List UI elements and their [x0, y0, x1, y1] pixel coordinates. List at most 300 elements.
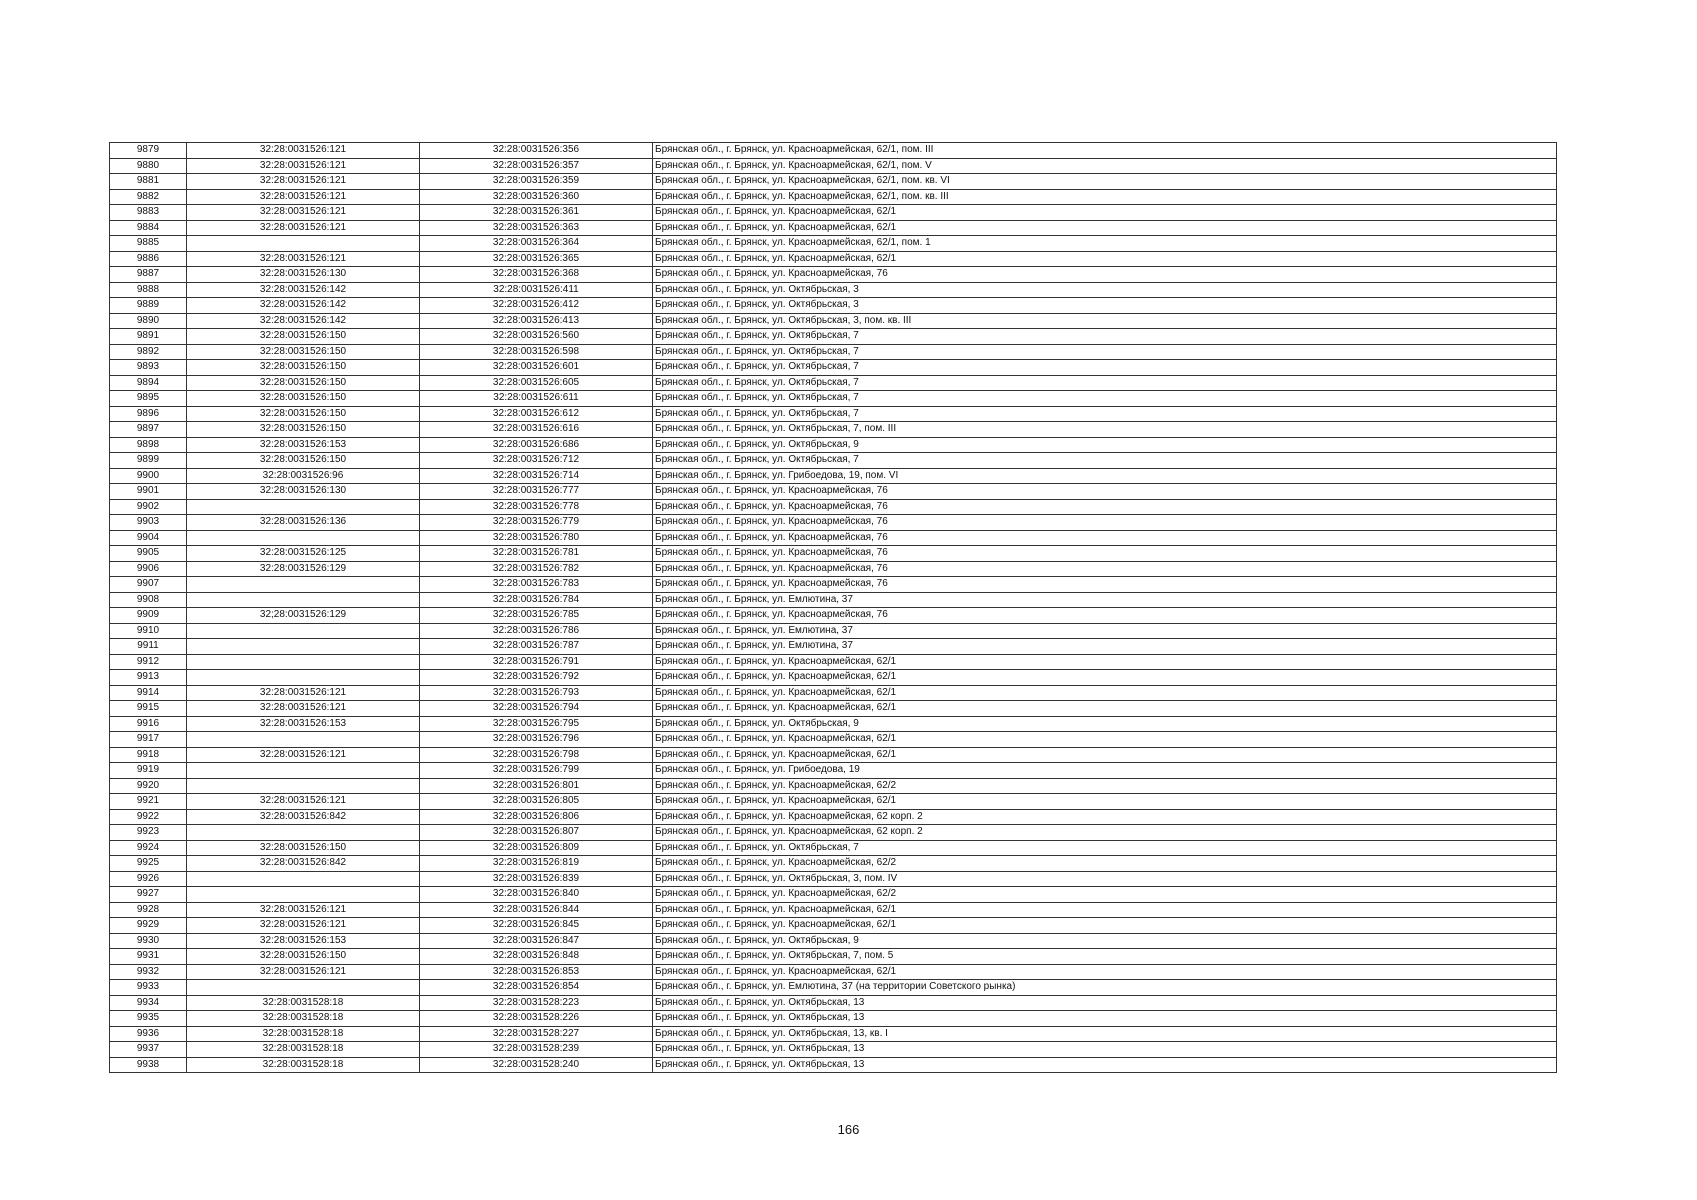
parent-cadastral-cell: 32;28:0031526:129	[187, 608, 420, 624]
cadastral-number-cell: 32:28:0031526:356	[420, 143, 653, 159]
row-number-cell: 9922	[110, 809, 187, 825]
address-cell: Брянская обл., г. Брянск, ул. Октябрьская, 3	[653, 282, 1557, 298]
cadastral-number-cell: 32:28:0031526:779	[420, 515, 653, 531]
address-cell: Брянская обл., г. Брянск, ул. Красноармейская, 62/1	[653, 670, 1557, 686]
table-row	[110, 654, 1557, 670]
parent-cadastral-cell	[187, 763, 420, 779]
table-row	[110, 1042, 1557, 1058]
address-cell: Брянская обл., г. Брянск, ул. Красноармейская, 76	[653, 267, 1557, 283]
address-cell: Брянская обл., г. Брянск, ул. Октябрьская, 7, пом. III	[653, 422, 1557, 438]
row-number-cell: 9888	[110, 282, 187, 298]
parent-cadastral-cell: 32:28:0031526:121	[187, 205, 420, 221]
cadastral-number-cell: 32:28:0031526:844	[420, 902, 653, 918]
table-row	[110, 220, 1557, 236]
parent-cadastral-cell	[187, 670, 420, 686]
parent-cadastral-cell	[187, 825, 420, 841]
table-row	[110, 391, 1557, 407]
cadastral-number-cell: 32:28:0031526:784	[420, 592, 653, 608]
parent-cadastral-cell	[187, 654, 420, 670]
address-cell: Брянская обл., г. Брянск, ул. Красноармейская, 62/1, пом. V	[653, 158, 1557, 174]
row-number-cell: 9937	[110, 1042, 187, 1058]
row-number-cell: 9881	[110, 174, 187, 190]
row-number-cell: 9911	[110, 639, 187, 655]
row-number-cell: 9908	[110, 592, 187, 608]
table-row	[110, 1057, 1557, 1073]
address-cell: Брянская обл., г. Брянск, ул. Красноармейская, 62/1	[653, 220, 1557, 236]
address-cell: Брянская обл., г. Брянск, ул. Грибоедова, 19	[653, 763, 1557, 779]
row-number-cell: 9897	[110, 422, 187, 438]
table-row	[110, 670, 1557, 686]
address-cell: Брянская обл., г. Брянск, ул. Емлютина, 37 (на территории Советского рынка)	[653, 980, 1557, 996]
row-number-cell: 9934	[110, 995, 187, 1011]
cadastral-number-cell: 32:28:0031526:365	[420, 251, 653, 267]
parent-cadastral-cell	[187, 887, 420, 903]
parent-cadastral-cell: 32:28:0031526:150	[187, 344, 420, 360]
row-number-cell: 9895	[110, 391, 187, 407]
table-row	[110, 778, 1557, 794]
address-cell: Брянская обл., г. Брянск, ул. Октябрьская, 13	[653, 1011, 1557, 1027]
row-number-cell: 9929	[110, 918, 187, 934]
row-number-cell: 9928	[110, 902, 187, 918]
table-row	[110, 639, 1557, 655]
cadastral-number-cell: 32:28:0031528:239	[420, 1042, 653, 1058]
row-number-cell: 9916	[110, 716, 187, 732]
row-number-cell: 9938	[110, 1057, 187, 1073]
cadastral-number-cell: 32:28:0031526:854	[420, 980, 653, 996]
parent-cadastral-cell: 32:28:0031526:142	[187, 313, 420, 329]
cadastral-number-cell: 32:28:0031526:839	[420, 871, 653, 887]
row-number-cell: 9882	[110, 189, 187, 205]
cadastral-number-cell: 32:28:0031526:805	[420, 794, 653, 810]
row-number-cell: 9896	[110, 406, 187, 422]
register-table-body	[110, 143, 1557, 1073]
table-row	[110, 298, 1557, 314]
row-number-cell: 9915	[110, 701, 187, 717]
row-number-cell: 9919	[110, 763, 187, 779]
parent-cadastral-cell: 32:28:0031526:150	[187, 840, 420, 856]
row-number-cell: 9906	[110, 561, 187, 577]
cadastral-number-cell: 32:28:0031528:240	[420, 1057, 653, 1073]
cadastral-number-cell: 32:28:0031526:787	[420, 639, 653, 655]
row-number-cell: 9893	[110, 360, 187, 376]
row-number-cell: 9907	[110, 577, 187, 593]
address-cell: Брянская обл., г. Брянск, ул. Красноармейская, 62/2	[653, 778, 1557, 794]
parent-cadastral-cell	[187, 530, 420, 546]
address-cell: Брянская обл., г. Брянск, ул. Октябрьская, 7	[653, 375, 1557, 391]
cadastral-number-cell: 32:28:0031528:223	[420, 995, 653, 1011]
cadastral-number-cell: 32:28:0031526:611	[420, 391, 653, 407]
parent-cadastral-cell: 32:28:0031526:150	[187, 949, 420, 965]
row-number-cell: 9923	[110, 825, 187, 841]
cadastral-number-cell: 32:28:0031526:598	[420, 344, 653, 360]
parent-cadastral-cell: 32:28:0031526:150	[187, 453, 420, 469]
row-number-cell: 9917	[110, 732, 187, 748]
cadastral-number-cell: 32:28:0031526:791	[420, 654, 653, 670]
cadastral-number-cell: 32:28:0031526:361	[420, 205, 653, 221]
parent-cadastral-cell: 32:28:0031526:150	[187, 422, 420, 438]
cadastral-number-cell: 32:28:0031526:806	[420, 809, 653, 825]
address-cell: Брянская обл., г. Брянск, ул. Красноармейская, 62/1	[653, 747, 1557, 763]
row-number-cell: 9898	[110, 437, 187, 453]
row-number-cell: 9904	[110, 530, 187, 546]
address-cell: Брянская обл., г. Брянск, ул. Красноармейская, 76	[653, 608, 1557, 624]
row-number-cell: 9891	[110, 329, 187, 345]
address-cell: Брянская обл., г. Брянск, ул. Октябрьская, 3, пом. IV	[653, 871, 1557, 887]
parent-cadastral-cell: 32:28:0031526:121	[187, 685, 420, 701]
table-row	[110, 344, 1557, 360]
cadastral-number-cell: 32:28:0031526:786	[420, 623, 653, 639]
address-cell: Брянская обл., г. Брянск, ул. Октябрьская, 7	[653, 453, 1557, 469]
table-row	[110, 422, 1557, 438]
row-number-cell: 9913	[110, 670, 187, 686]
table-row	[110, 949, 1557, 965]
address-cell: Брянская обл., г. Брянск, ул. Красноармейская, 62/1	[653, 685, 1557, 701]
parent-cadastral-cell: 32:28:0031526:121	[187, 794, 420, 810]
cadastral-number-cell: 32:28:0031526:714	[420, 468, 653, 484]
table-row	[110, 546, 1557, 562]
parent-cadastral-cell: 32:28:0031526:121	[187, 220, 420, 236]
cadastral-number-cell: 32:28:0031526:601	[420, 360, 653, 376]
table-row	[110, 747, 1557, 763]
cadastral-number-cell: 32:28:0031526:413	[420, 313, 653, 329]
parent-cadastral-cell: 32:28:0031526:121	[187, 251, 420, 267]
parent-cadastral-cell: 32:28:0031526:142	[187, 282, 420, 298]
address-cell: Брянская обл., г. Брянск, ул. Октябрьская, 13, кв. I	[653, 1026, 1557, 1042]
table-row	[110, 840, 1557, 856]
address-cell: Брянская обл., г. Брянск, ул. Красноармейская, 62/1	[653, 205, 1557, 221]
table-row	[110, 499, 1557, 515]
table-row	[110, 236, 1557, 252]
cadastral-number-cell: 32:28:0031526:792	[420, 670, 653, 686]
row-number-cell: 9925	[110, 856, 187, 872]
row-number-cell: 9905	[110, 546, 187, 562]
address-cell: Брянская обл., г. Брянск, ул. Октябрьская, 9	[653, 437, 1557, 453]
cadastral-number-cell: 32:28:0031526:363	[420, 220, 653, 236]
parent-cadastral-cell: 32:28:0031526:121	[187, 143, 420, 159]
cadastral-number-cell: 32:28:0031528:227	[420, 1026, 653, 1042]
address-cell: Брянская обл., г. Брянск, ул. Октябрьская, 7	[653, 840, 1557, 856]
cadastral-number-cell: 32:28:0031526:798	[420, 747, 653, 763]
parent-cadastral-cell	[187, 871, 420, 887]
parent-cadastral-cell: 32:28:0031526:150	[187, 391, 420, 407]
row-number-cell: 9914	[110, 685, 187, 701]
cadastral-number-cell: 32:28:0031526:799	[420, 763, 653, 779]
row-number-cell: 9879	[110, 143, 187, 159]
address-cell: Брянская обл., г. Брянск, ул. Октябрьская, 7	[653, 344, 1557, 360]
parent-cadastral-cell: 32:28:0031526:121	[187, 189, 420, 205]
row-number-cell: 9910	[110, 623, 187, 639]
address-cell: Брянская обл., г. Брянск, ул. Октябрьская, 7	[653, 329, 1557, 345]
row-number-cell: 9931	[110, 949, 187, 965]
cadastral-number-cell: 32:28:0031526:616	[420, 422, 653, 438]
address-cell: Брянская обл., г. Брянск, ул. Красноармейская, 62/1	[653, 918, 1557, 934]
parent-cadastral-cell: 32:28:0031526:153	[187, 437, 420, 453]
parent-cadastral-cell: 32:28:0031526:150	[187, 360, 420, 376]
table-row	[110, 623, 1557, 639]
address-cell: Брянская обл., г. Брянск, ул. Октябрьская, 13	[653, 995, 1557, 1011]
table-row	[110, 701, 1557, 717]
address-cell: Брянская обл., г. Брянск, ул. Красноармейская, 76	[653, 515, 1557, 531]
cadastral-number-cell: 32:28:0031526:359	[420, 174, 653, 190]
address-cell: Брянская обл., г. Брянск, ул. Емлютина, 37	[653, 623, 1557, 639]
address-cell: Брянская обл., г. Брянск, ул. Красноармейская, 62/1	[653, 964, 1557, 980]
cadastral-number-cell: 32:28:0031526:780	[420, 530, 653, 546]
row-number-cell: 9902	[110, 499, 187, 515]
cadastral-number-cell: 32:28:0031526:364	[420, 236, 653, 252]
row-number-cell: 9912	[110, 654, 187, 670]
table-row	[110, 437, 1557, 453]
parent-cadastral-cell	[187, 778, 420, 794]
row-number-cell: 9880	[110, 158, 187, 174]
address-cell: Брянская обл., г. Брянск, ул. Октябрьская, 7	[653, 406, 1557, 422]
address-cell: Брянская обл., г. Брянск, ул. Октябрьская, 7, пом. 5	[653, 949, 1557, 965]
cadastral-number-cell: 32:28:0031526:840	[420, 887, 653, 903]
table-row	[110, 964, 1557, 980]
table-row	[110, 577, 1557, 593]
parent-cadastral-cell	[187, 592, 420, 608]
address-cell: Брянская обл., г. Брянск, ул. Красноармейская, 62/1	[653, 732, 1557, 748]
table-row	[110, 871, 1557, 887]
parent-cadastral-cell: 32:28:0031526:150	[187, 406, 420, 422]
parent-cadastral-cell: 32:28:0031526:130	[187, 484, 420, 500]
address-cell: Брянская обл., г. Брянск, ул. Красноармейская, 62/2	[653, 887, 1557, 903]
cadastral-number-cell: 32:28:0031526:793	[420, 685, 653, 701]
parent-cadastral-cell	[187, 639, 420, 655]
table-row	[110, 716, 1557, 732]
cadastral-number-cell: 32:28:0031526:368	[420, 267, 653, 283]
row-number-cell: 9935	[110, 1011, 187, 1027]
address-cell: Брянская обл., г. Брянск, ул. Красноармейская, 76	[653, 499, 1557, 515]
address-cell: Брянская обл., г. Брянск, ул. Красноармейская, 62/1	[653, 251, 1557, 267]
address-cell: Брянская обл., г. Брянск, ул. Октябрьская, 3, пом. кв. III	[653, 313, 1557, 329]
row-number-cell: 9890	[110, 313, 187, 329]
cadastral-number-cell: 32:28:0031526:785	[420, 608, 653, 624]
row-number-cell: 9883	[110, 205, 187, 221]
table-row	[110, 809, 1557, 825]
address-cell: Брянская обл., г. Брянск, ул. Емлютина, 37	[653, 592, 1557, 608]
parent-cadastral-cell: 32:28:0031526:121	[187, 747, 420, 763]
cadastral-number-cell: 32:28:0031526:819	[420, 856, 653, 872]
cadastral-number-cell: 32:28:0031526:796	[420, 732, 653, 748]
parent-cadastral-cell: 32:28:0031526:96	[187, 468, 420, 484]
cadastral-number-cell: 32:28:0031526:782	[420, 561, 653, 577]
address-cell: Брянская обл., г. Брянск, ул. Красноармейская, 62/1, пом. кв. VI	[653, 174, 1557, 190]
table-row	[110, 406, 1557, 422]
cadastral-number-cell: 32:28:0031526:853	[420, 964, 653, 980]
table-row	[110, 592, 1557, 608]
parent-cadastral-cell: 32:28:0031526:129	[187, 561, 420, 577]
row-number-cell: 9900	[110, 468, 187, 484]
address-cell: Брянская обл., г. Брянск, ул. Красноармейская, 76	[653, 484, 1557, 500]
parent-cadastral-cell: 32:28:0031526:153	[187, 933, 420, 949]
address-cell: Брянская обл., г. Брянск, ул. Красноармейская, 76	[653, 577, 1557, 593]
table-row	[110, 608, 1557, 624]
row-number-cell: 9894	[110, 375, 187, 391]
table-row	[110, 158, 1557, 174]
address-cell: Брянская обл., г. Брянск, ул. Красноармейская, 76	[653, 530, 1557, 546]
cadastral-number-cell: 32:28:0031526:360	[420, 189, 653, 205]
table-row	[110, 980, 1557, 996]
parent-cadastral-cell: 32:28:0031526:121	[187, 174, 420, 190]
parent-cadastral-cell: 32:28:0031526:842	[187, 856, 420, 872]
cadastral-number-cell: 32:28:0031526:686	[420, 437, 653, 453]
parent-cadastral-cell	[187, 980, 420, 996]
row-number-cell: 9932	[110, 964, 187, 980]
parent-cadastral-cell: 32:28:0031526:153	[187, 716, 420, 732]
address-cell: Брянская обл., г. Брянск, ул. Красноармейская, 62/1	[653, 701, 1557, 717]
table-row	[110, 763, 1557, 779]
cadastral-number-cell: 32:28:0031526:848	[420, 949, 653, 965]
table-row	[110, 918, 1557, 934]
cadastral-number-cell: 32:28:0031526:612	[420, 406, 653, 422]
table-row	[110, 375, 1557, 391]
row-number-cell: 9899	[110, 453, 187, 469]
cadastral-number-cell: 32:28:0031526:605	[420, 375, 653, 391]
table-row	[110, 453, 1557, 469]
address-cell: Брянская обл., г. Брянск, ул. Октябрьская, 7	[653, 360, 1557, 376]
row-number-cell: 9924	[110, 840, 187, 856]
address-cell: Брянская обл., г. Брянск, ул. Октябрьская, 9	[653, 716, 1557, 732]
address-cell: Брянская обл., г. Брянск, ул. Грибоедова, 19, пом. VI	[653, 468, 1557, 484]
cadastral-number-cell: 32:28:0031526:847	[420, 933, 653, 949]
row-number-cell: 9921	[110, 794, 187, 810]
cadastral-number-cell: 32:28:0031526:778	[420, 499, 653, 515]
row-number-cell: 9936	[110, 1026, 187, 1042]
table-row	[110, 530, 1557, 546]
row-number-cell: 9920	[110, 778, 187, 794]
cadastral-number-cell: 32:28:0031526:795	[420, 716, 653, 732]
cadastral-number-cell: 32:28:0031526:560	[420, 329, 653, 345]
cadastral-number-cell: 32:28:0031526:801	[420, 778, 653, 794]
table-row	[110, 251, 1557, 267]
parent-cadastral-cell: 32:28:0031528:18	[187, 995, 420, 1011]
parent-cadastral-cell: 32:28:0031526:121	[187, 701, 420, 717]
address-cell: Брянская обл., г. Брянск, ул. Октябрьская, 7	[653, 391, 1557, 407]
row-number-cell: 9887	[110, 267, 187, 283]
parent-cadastral-cell	[187, 577, 420, 593]
table-row	[110, 902, 1557, 918]
cadastral-number-cell: 32:28:0031526:412	[420, 298, 653, 314]
table-row	[110, 329, 1557, 345]
cadastral-number-cell: 32:28:0031526:357	[420, 158, 653, 174]
address-cell: Брянская обл., г. Брянск, ул. Красноармейская, 62/2	[653, 856, 1557, 872]
address-cell: Брянская обл., г. Брянск, ул. Октябрьская, 9	[653, 933, 1557, 949]
table-row	[110, 887, 1557, 903]
cadastral-number-cell: 32:28:0031526:783	[420, 577, 653, 593]
address-cell: Брянская обл., г. Брянск, ул. Красноармейская, 62 корп. 2	[653, 809, 1557, 825]
cadastral-number-cell: 32:28:0031526:807	[420, 825, 653, 841]
table-row	[110, 794, 1557, 810]
address-cell: Брянская обл., г. Брянск, ул. Красноармейская, 62 корп. 2	[653, 825, 1557, 841]
row-number-cell: 9926	[110, 871, 187, 887]
row-number-cell: 9886	[110, 251, 187, 267]
row-number-cell: 9901	[110, 484, 187, 500]
row-number-cell: 9903	[110, 515, 187, 531]
table-row	[110, 484, 1557, 500]
table-row	[110, 685, 1557, 701]
parent-cadastral-cell: 32:28:0031526:150	[187, 375, 420, 391]
parent-cadastral-cell: 32:28:0031526:842	[187, 809, 420, 825]
table-row	[110, 561, 1557, 577]
parent-cadastral-cell: 32:28:0031526:121	[187, 902, 420, 918]
cadastral-number-cell: 32:28:0031526:777	[420, 484, 653, 500]
parent-cadastral-cell: 32:28:0031528:18	[187, 1026, 420, 1042]
address-cell: Брянская обл., г. Брянск, ул. Красноармейская, 62/1	[653, 794, 1557, 810]
row-number-cell: 9930	[110, 933, 187, 949]
table-row	[110, 856, 1557, 872]
cadastral-number-cell: 32:28:0031526:411	[420, 282, 653, 298]
table-row	[110, 1026, 1557, 1042]
cadastral-number-cell: 32:28:0031526:845	[420, 918, 653, 934]
table-row	[110, 267, 1557, 283]
address-cell: Брянская обл., г. Брянск, ул. Красноармейская, 62/1	[653, 654, 1557, 670]
parent-cadastral-cell: 32:28:0031526:121	[187, 964, 420, 980]
cadastral-number-cell: 32:28:0031526:712	[420, 453, 653, 469]
parent-cadastral-cell	[187, 623, 420, 639]
address-cell: Брянская обл., г. Брянск, ул. Емлютина, 37	[653, 639, 1557, 655]
cadastral-number-cell: 32:28:0031526:794	[420, 701, 653, 717]
parent-cadastral-cell: 32:28:0031526:121	[187, 918, 420, 934]
address-cell: Брянская обл., г. Брянск, ул. Октябрьская, 13	[653, 1042, 1557, 1058]
row-number-cell: 9933	[110, 980, 187, 996]
register-table	[109, 142, 1557, 1073]
table-row	[110, 282, 1557, 298]
parent-cadastral-cell: 32:28:0031528:18	[187, 1042, 420, 1058]
table-row	[110, 360, 1557, 376]
row-number-cell: 9892	[110, 344, 187, 360]
table-row	[110, 732, 1557, 748]
row-number-cell: 9927	[110, 887, 187, 903]
parent-cadastral-cell: 32:28:0031528:18	[187, 1057, 420, 1073]
table-row	[110, 1011, 1557, 1027]
parent-cadastral-cell	[187, 236, 420, 252]
table-row	[110, 468, 1557, 484]
address-cell: Брянская обл., г. Брянск, ул. Октябрьская, 13	[653, 1057, 1557, 1073]
cadastral-number-cell: 32:28:0031526:781	[420, 546, 653, 562]
table-row	[110, 825, 1557, 841]
address-cell: Брянская обл., г. Брянск, ул. Красноармейская, 62/1	[653, 902, 1557, 918]
address-cell: Брянская обл., г. Брянск, ул. Красноармейская, 62/1, пом. 1	[653, 236, 1557, 252]
row-number-cell: 9885	[110, 236, 187, 252]
parent-cadastral-cell: 32:28:0031526:150	[187, 329, 420, 345]
table-row	[110, 189, 1557, 205]
address-cell: Брянская обл., г. Брянск, ул. Октябрьская, 3	[653, 298, 1557, 314]
row-number-cell: 9889	[110, 298, 187, 314]
table-row	[110, 143, 1557, 159]
parent-cadastral-cell: 32:28:0031528:18	[187, 1011, 420, 1027]
table-row	[110, 313, 1557, 329]
parent-cadastral-cell	[187, 499, 420, 515]
cadastral-number-cell: 32:28:0031526:809	[420, 840, 653, 856]
table-row	[110, 205, 1557, 221]
row-number-cell: 9918	[110, 747, 187, 763]
page-number: 166	[837, 1122, 860, 1137]
parent-cadastral-cell: 32:28:0031526:125	[187, 546, 420, 562]
parent-cadastral-cell: 32:28:0031526:142	[187, 298, 420, 314]
parent-cadastral-cell: 32:28:0031526:136	[187, 515, 420, 531]
parent-cadastral-cell: 32:28:0031526:130	[187, 267, 420, 283]
table-row	[110, 933, 1557, 949]
row-number-cell: 9884	[110, 220, 187, 236]
address-cell: Брянская обл., г. Брянск, ул. Красноармейская, 76	[653, 546, 1557, 562]
address-cell: Брянская обл., г. Брянск, ул. Красноармейская, 62/1, пом. III	[653, 143, 1557, 159]
address-cell: Брянская обл., г. Брянск, ул. Красноармейская, 62/1, пом. кв. III	[653, 189, 1557, 205]
parent-cadastral-cell	[187, 732, 420, 748]
row-number-cell: 9909	[110, 608, 187, 624]
table-row	[110, 995, 1557, 1011]
table-row	[110, 515, 1557, 531]
cadastral-number-cell: 32:28:0031528:226	[420, 1011, 653, 1027]
